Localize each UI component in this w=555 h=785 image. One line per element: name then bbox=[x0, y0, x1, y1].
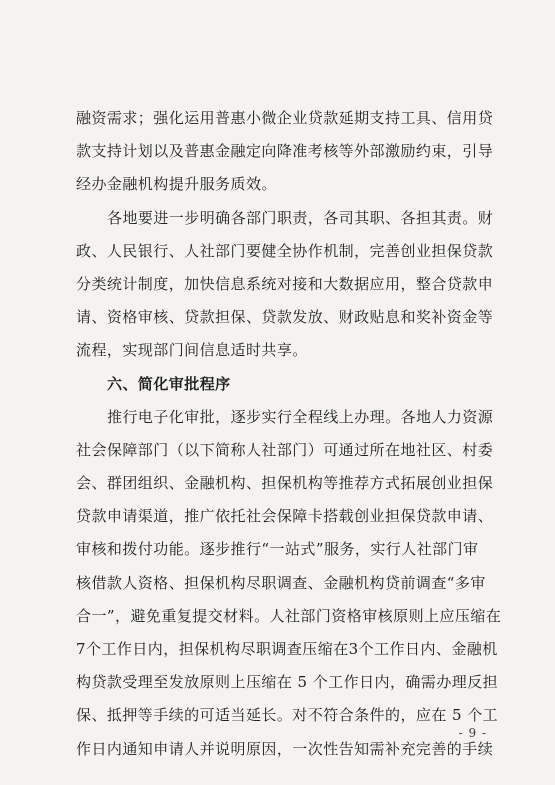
paragraph-start-line: 各地要进一步明确各部门职责，各司其职、各担其责。财 bbox=[107, 208, 494, 227]
body-text bbox=[76, 102, 502, 766]
text-line: 社会保障部门（以下简称人社部门）可通过所在地社区、村委 bbox=[76, 440, 494, 459]
text-line: 请、资格审核、贷款担保、贷款发放、财政贴息和奖补资金等 bbox=[76, 308, 494, 327]
text-line: 款支持计划以及普惠金融定向降准考核等外部激励约束，引导 bbox=[76, 142, 494, 161]
text-line: 作日内通知申请人并说明原因，一次性告知需补充完善的手续 bbox=[76, 739, 494, 758]
text-line: 政、人民银行、人社部门要健全协作机制，完善创业担保贷款 bbox=[76, 241, 494, 260]
text-line: 分类统计制度，加快信息系统对接和大数据应用，整合贷款申 bbox=[76, 274, 494, 293]
text-line: 构贷款受理至发放原则上压缩在 5 个工作日内，确需办理反担 bbox=[76, 673, 499, 692]
text-line: 会、群团组织、金融机构、担保机构等推荐方式拓展创业担保 bbox=[76, 474, 494, 493]
text-line: 核借款人资格、担保机构尽职调查、金融机构贷前调查“多审 bbox=[76, 573, 486, 592]
text-line: 审核和拨付功能。逐步推行“一站式”服务，实行人社部门审 bbox=[76, 540, 479, 559]
text-line: 经办金融机构提升服务质效。 bbox=[76, 175, 277, 194]
text-line: 流程，实现部门间信息适时共享。 bbox=[76, 341, 308, 360]
paragraph-start-line: 推行电子化审批，逐步实行全程线上办理。各地人力资源 bbox=[107, 407, 494, 426]
page-number: - 9 - bbox=[458, 726, 487, 740]
text-line: 保、抵押等手续的可适当延长。对不符合条件的，应在 5 个工 bbox=[76, 706, 499, 725]
text-line: 7个工作日内，担保机构尽职调查压缩在3个工作日内、金融机 bbox=[76, 640, 498, 658]
section-heading: 六、简化审批程序 bbox=[107, 374, 231, 393]
text-line: 合一”，避免重复提交材料。人社部门资格审核原则上应压缩在 bbox=[76, 606, 502, 625]
text-line: 融资需求；强化运用普惠小微企业贷款延期支持工具、信用贷 bbox=[76, 109, 494, 127]
text-line: 贷款申请渠道，推广依托社会保障卡搭载创业担保贷款申请、 bbox=[76, 507, 494, 526]
